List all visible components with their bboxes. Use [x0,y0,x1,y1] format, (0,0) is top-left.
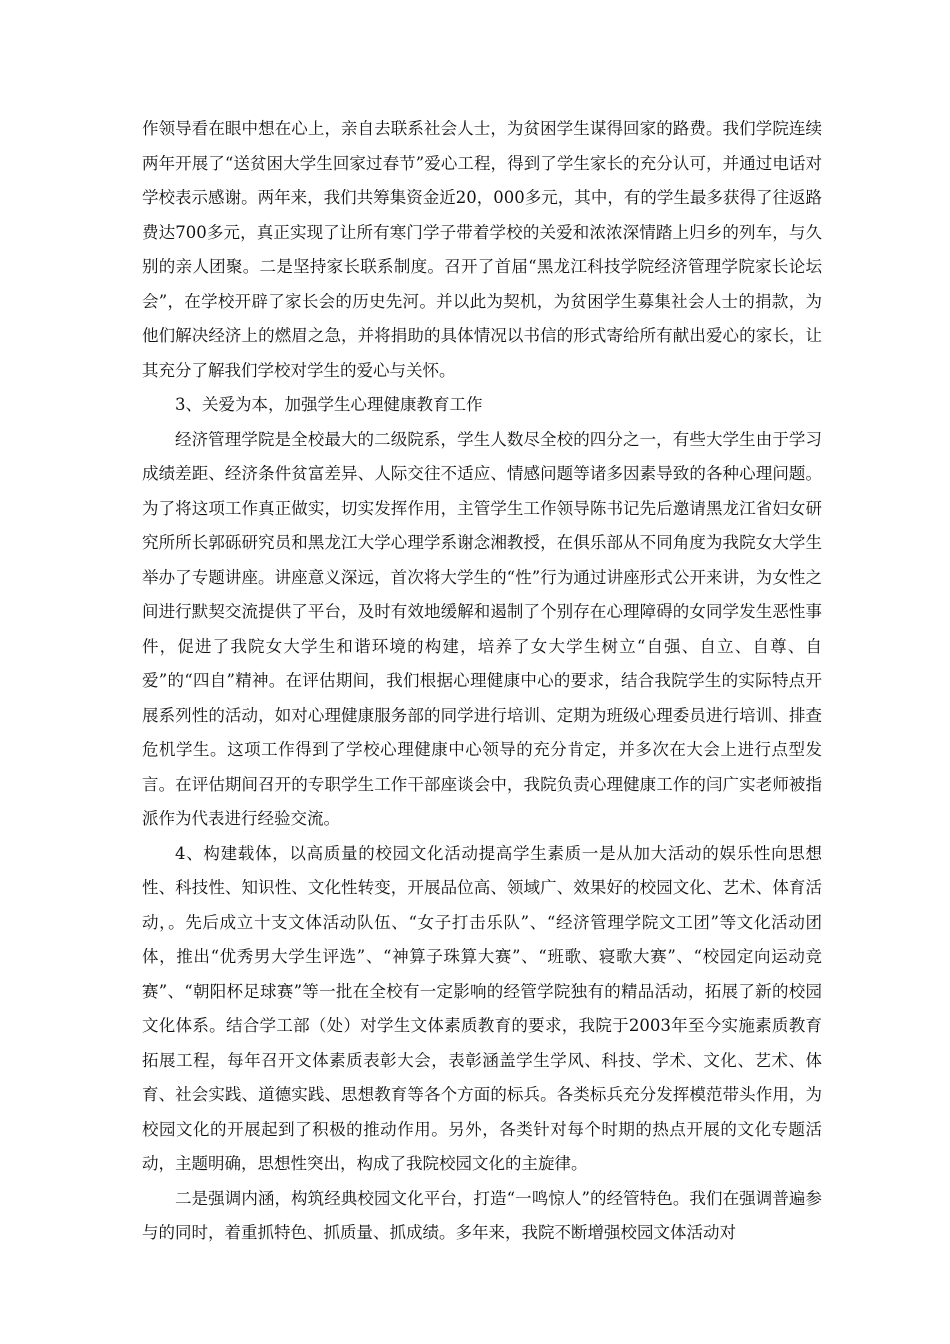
paragraph-campus-culture: 4、构建载体，以高质量的校园文化活动提高学生素质一是从加大活动的娱乐性向思想性、科技性、知识性、文化性转变，开展品位高、领域广、效果好的校园文化、艺术、体育活动，。先后成立十支文体活动队伍、“女子打击乐队”、“经济管理学院文工团”等文化活动团体，推出“优秀男大学生评选”、“神算子珠算大赛”、“班歌、寝歌大赛”、“校园定向运动竞赛”、“朝阳杯足球赛”等一批在全校有一定影响的经管学院独有的精品活动，拓展了新的校园文化体系。结合学工部（处）对学生文体素质教育的要求，我院于2003年至今实施素质教育拓展工程，每年召开文体素质表彰大会，表彰涵盖学生学风、科技、学术、文化、艺术、体育、社会实践、道德实践、思想教育等各个方面的标兵。各类标兵充分发挥模范带头作用，为校园文化的开展起到了积极的推动作用。另外，各类针对每个时期的热点开展的文化专题活动，主题明确，思想性突出，构成了我院校园文化的主旋律。 [142,843,822,1173]
paragraph-poverty-support: 作领导看在眼中想在心上，亲自去联系社会人士，为贫困学生谋得回家的路费。我们学院连续两年开展了“送贫困大学生回家过春节”爱心工程，得到了学生家长的充分认可，并通过电话对学校表示感谢。两年来，我们共筹集资金近20，000多元，其中，有的学生最多获得了往返路费达700多元，真正实现了让所有寒门学子带着学校的关爱和浓浓深情踏上归乡的列车，与久别的亲人团聚。二是坚持家长联系制度。召开了首届“黑龙江科技学院经济管理学院家长论坛会”，在学校开辟了家长会的历史先河。并以此为契机，为贫困学生募集社会人士的捐款，为他们解决经济上的燃眉之急，并将捐助的具体情况以书信的形式寄给所有献出爱心的家长，让其充分了解我们学校对学生的爱心与关怀。 [142,119,822,380]
paragraph-mental-health: 经济管理学院是全校最大的二级院系，学生人数尽全校的四分之一，有些大学生由于学习成绩差距、经济条件贫富差异、人际交往不适应、情感问题等诸多因素导致的各种心理问题。为了将这项工作真正做实，切实发挥作用，主管学生工作领导陈书记先后邀请黑龙江省妇女研究所所长郭砾研究员和黑龙江大学心理学系谢念湘教授，在俱乐部从不同角度为我院女大学生举办了专题讲座。讲座意义深远，首次将大学生的“性”行为通过讲座形式公开来讲，为女性之间进行默契交流提供了平台，及时有效地缓解和遏制了个别存在心理障碍的女同学发生恶性事件，促进了我院女大学生和谐环境的构建，培养了女大学生树立“自强、自立、自尊、自爱”的“四自”精神。在评估期间，我们根据心理健康中心的要求，结合我院学生的实际特点开展系列性的活动，如对心理健康服务部的同学进行培训、定期为班级心理委员进行培训、排查危机学生。这项工作得到了学校心理健康中心领导的充分肯定，并多次在大会上进行点型发言。在评估期间召开的专职学生工作干部座谈会中，我院负责心理健康工作的闫广实老师被指派作为代表进行经验交流。 [142,429,822,828]
section-heading-mental-health: 3、关爱为本，加强学生心理健康教育工作 [175,395,483,414]
document-page [142,112,822,1251]
paragraph-connotation: 二是强调内涵，构筑经典校园文化平台，打造“一鸣惊人”的经管特色。我们在强调普遍参与的同时，着重抓特色、抓质量、抓成绩。多年来，我院不断增强校园文体活动对 [142,1188,822,1242]
